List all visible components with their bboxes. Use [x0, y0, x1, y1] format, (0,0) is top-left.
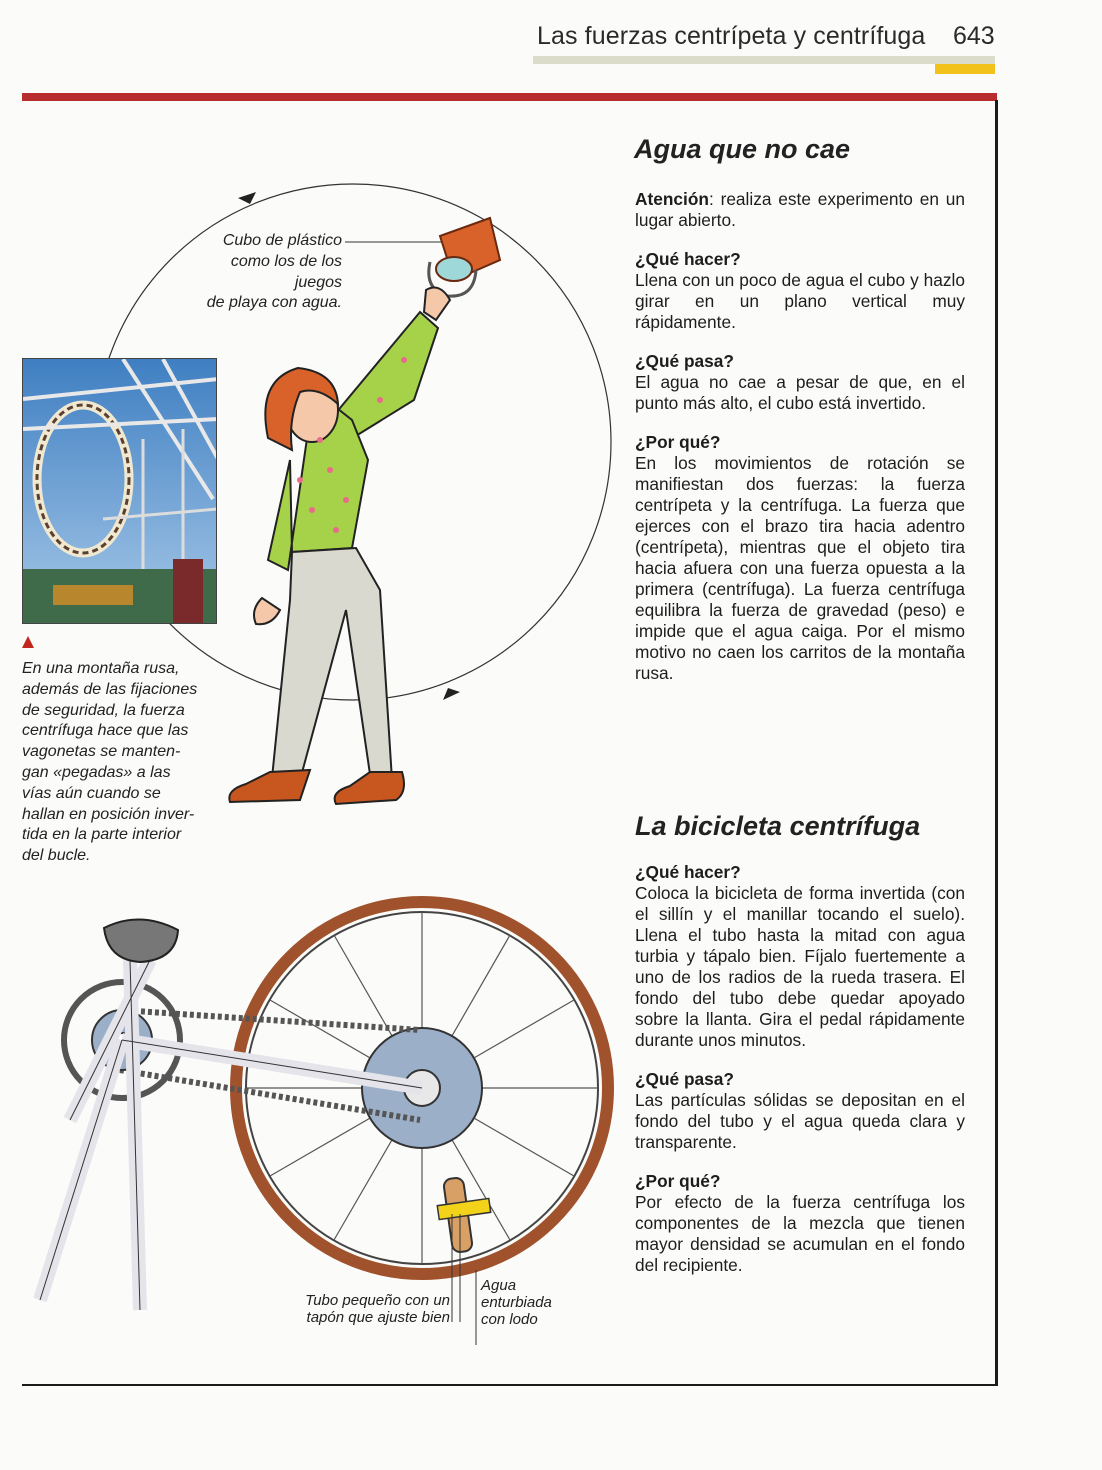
caption-line: del bucle. — [22, 847, 91, 865]
section1-body — [635, 189, 965, 684]
section2-body — [635, 862, 965, 1276]
page-header-title: Las fuerzas centrípeta y centrífuga — [537, 22, 926, 50]
section-title-bicicleta: La bicicleta centrífuga — [635, 811, 921, 841]
bike-frame — [40, 960, 422, 1310]
page-number: 643 — [953, 22, 995, 50]
caption-line: hallan en posición inver- — [22, 805, 195, 823]
caption-line: vías aún cuando se — [22, 784, 161, 802]
bike-saddle — [104, 919, 178, 962]
rollercoaster-photo — [22, 358, 217, 624]
caption-line: centrífuga hace que las — [22, 722, 189, 740]
caption-triangle-marker — [22, 636, 34, 648]
rollercoaster-caption — [22, 659, 222, 867]
water-label-line: enturbiada — [481, 1294, 552, 1311]
why-text: En los movimientos de rotación se manifiestan dos fuerzas: la fuerza centrípeta y la centrífuga. La fuerza que ejerces con el brazo tira hacia adentro (centrípeta), mientras que el objeto tira hacia afuera con una fuerza opuesta a la primera (centrífuga). La fuerza centrífuga equilibra la fuerza de gravedad (peso) e impide que el agua caiga. Por el mismo motivo no caen los carritos de la montaña rusa. — [635, 453, 965, 683]
bucket-label-line: Cubo de plástico — [222, 232, 342, 249]
water-label-line: con lodo — [481, 1311, 538, 1328]
tube-label-line: Tubo pequeño con un — [305, 1292, 450, 1309]
attention-paragraph — [635, 189, 965, 231]
what-happens-text: El agua no cae a pesar de que, en el punto más alto, el cubo está invertido. — [635, 372, 965, 413]
arrow-bottom — [443, 688, 460, 700]
what-to-do-heading: ¿Qué hacer? — [635, 862, 741, 882]
what-happens-text: Las partículas sólidas se depositan en el fondo del tubo y el agua queda clara y transparente. — [635, 1090, 965, 1152]
tube-label-line: tapón que ajuste bien — [306, 1309, 450, 1326]
what-to-do-text: Llena con un poco de agua el cubo y hazlo girar en un plano vertical muy rápidamente. — [635, 270, 965, 332]
caption-line: En una montaña rusa, — [22, 660, 180, 677]
caption-line: vagonetas se manten- — [22, 743, 181, 761]
what-to-do-heading: ¿Qué hacer? — [635, 249, 741, 269]
why-heading: ¿Por qué? — [635, 432, 721, 452]
arrow-top — [238, 192, 256, 204]
water-label — [481, 1277, 581, 1328]
what-happens-heading: ¿Qué pasa? — [635, 1069, 734, 1089]
caption-line: gan «pegadas» a las — [22, 763, 171, 781]
bucket-label-line: de playa con agua. — [206, 294, 342, 312]
child-figure — [229, 288, 450, 804]
water-label-line: Agua — [481, 1277, 517, 1294]
bucket-label — [180, 231, 342, 314]
caption-line: tida en la parte interior — [22, 826, 182, 844]
bucket-illustration — [429, 218, 500, 296]
caption-line: de seguridad, la fuerza — [22, 701, 185, 719]
why-text: Por efecto de la fuerza centrífuga los componentes de la mezcla que tienen mayor densidad se acumulan en el fondo del recipiente. — [635, 1192, 965, 1275]
caption-line: además de las fijaciones — [22, 680, 198, 698]
attention-label: Atención — [635, 189, 709, 209]
attention-text: : realiza este experimento en un lugar abierto. — [635, 189, 965, 230]
bucket-label-line: como los de los juegos — [230, 252, 342, 291]
rollercoaster-image — [23, 359, 217, 624]
why-heading: ¿Por qué? — [635, 1171, 721, 1191]
section-title-agua: Agua que no cae — [634, 134, 851, 164]
tube-label — [270, 1292, 450, 1326]
what-to-do-text: Coloca la bicicleta de forma invertida (con el sillín y el manillar tocando el suelo). Llena el tubo hasta la mitad con agua turbia y tápalo bien. Fíjalo fuertemente a uno de los radios de la rueda trasera. El fondo del tubo debe quedar apoyado sobre la llanta. Gira el pedal rápidamente durante unos minutos. — [635, 883, 965, 1050]
what-happens-heading: ¿Qué pasa? — [635, 351, 734, 371]
